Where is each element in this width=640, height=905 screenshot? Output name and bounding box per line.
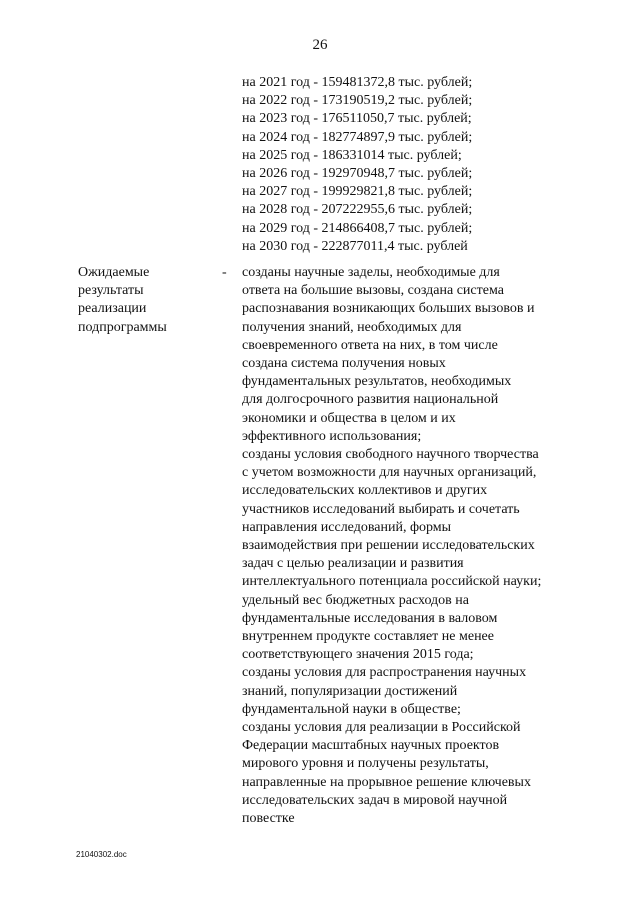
result-line: фундаментальные исследования в валовом <box>242 610 498 626</box>
result-line: взаимодействия при решении исследовательских <box>242 538 535 554</box>
expected-results-text <box>242 264 612 828</box>
result-line: создана система получения новых <box>242 356 446 372</box>
result-line: экономики и общества в целом и их <box>242 410 456 426</box>
result-line: фундаментальных результатов, необходимых <box>242 374 512 390</box>
funding-line: на 2024 год - 182774897,9 тыс. рублей; <box>242 129 473 145</box>
result-line: фундаментальной науки в обществе; <box>242 701 461 717</box>
section-dash: - <box>222 265 227 280</box>
section-label-line: результаты <box>78 283 144 299</box>
result-line: внутреннем продукте составляет не менее <box>242 629 494 645</box>
funding-line: на 2027 год - 199929821,8 тыс. рублей; <box>242 184 473 200</box>
result-line: направления исследований, формы <box>242 519 452 535</box>
result-line: с учетом возможности для научных организаций, <box>242 465 537 481</box>
result-line: созданы условия для реализации в Российской <box>242 720 521 736</box>
result-line: участников исследований выбирать и сочетать <box>242 501 520 517</box>
result-line: повестке <box>242 811 295 827</box>
footer-file-name: 21040302.doc <box>76 850 127 859</box>
result-line: созданы условия свободного научного творчества <box>242 447 539 463</box>
result-line: задач с целью реализации и развития <box>242 556 464 572</box>
result-line: исследовательских задач в мировой научной <box>242 792 508 808</box>
result-line: ответа на большие вызовы, создана система <box>242 283 504 299</box>
section-label <box>78 264 218 337</box>
result-line: для долгосрочного развития национальной <box>242 392 499 408</box>
result-line: направленные на прорывное решение ключевых <box>242 774 531 790</box>
funding-line: на 2028 год - 207222955,6 тыс. рублей; <box>242 202 473 218</box>
result-line: эффективного использования; <box>242 428 422 444</box>
result-line: знаний, популяризации достижений <box>242 683 458 699</box>
result-line: интеллектуального потенциала российской науки; <box>242 574 542 590</box>
funding-line: на 2029 год - 214866408,7 тыс. рублей; <box>242 220 473 236</box>
funding-line: на 2026 год - 192970948,7 тыс. рублей; <box>242 166 473 182</box>
section-label-line: реализации <box>78 301 147 317</box>
page-number: 26 <box>312 37 328 53</box>
section-label-line: подпрограммы <box>78 319 167 335</box>
result-line: Федерации масштабных научных проектов <box>242 738 500 754</box>
section-label-line: Ожидаемые <box>78 265 150 280</box>
funding-line: на 2022 год - 173190519,2 тыс. рублей; <box>242 93 473 109</box>
result-line: соответствующего значения 2015 года; <box>242 647 474 663</box>
result-line: созданы научные заделы, необходимые для <box>242 265 500 280</box>
result-line: мирового уровня и получены результаты, <box>242 756 489 772</box>
result-line: распознавания возникающих больших вызовов и <box>242 301 535 317</box>
result-line: созданы условия для распространения научных <box>242 665 527 681</box>
funding-line: на 2023 год - 176511050,7 тыс. рублей; <box>242 111 472 127</box>
funding-list <box>242 74 602 256</box>
result-line: удельный вес бюджетных расходов на <box>242 592 469 608</box>
result-line: исследовательских коллективов и других <box>242 483 488 499</box>
result-line: своевременного ответа на них, в том числе <box>242 337 498 353</box>
result-line: получения знаний, необходимых для <box>242 319 462 335</box>
funding-line: на 2025 год - 186331014 тыс. рублей; <box>242 147 462 163</box>
funding-line: на 2021 год - 159481372,8 тыс. рублей; <box>242 75 473 90</box>
funding-line: на 2030 год - 222877011,4 тыс. рублей <box>242 238 468 254</box>
